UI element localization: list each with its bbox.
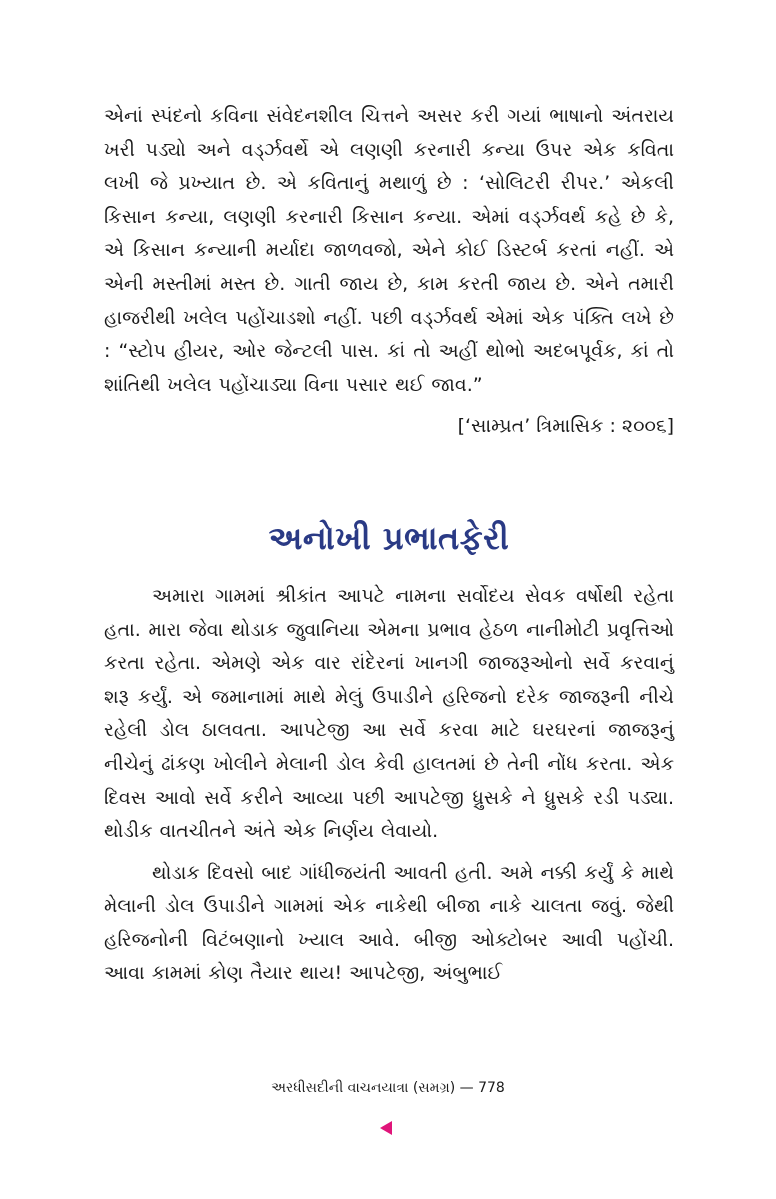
article-title: અનોખી પ્રભાતફેરી: [268, 518, 510, 557]
page-footer: અરધીસદીની વાચનયાત્રા (સમગ્ર) — 778: [271, 1080, 505, 1096]
article-paragraph: અમારા ગામમાં શ્રીકાંત આપટે નામના સર્વોદય સેવક વર્ષોથી રહેતા હતા. મારા જેવા થોડાક જુવાનિયા એમના પ્રભાવ હેઠળ નાનીમોટી પ્રવૃત્તિઓ કરતા રહેતા. એમણે એક વાર રાંદેરનાં ખાનગી જાજરૂઓનો સર્વે કરવાનું શરૂ કર્યું. એ જમાનામાં માથે મેલું ઉપાડીને હરિજનો દરેક જાજરૂની નીચે રહેલી ડોલ ઠાલવતા. આપટેજી આ સર્વે કરવા માટે ઘરઘરનાં જાજરૂનું નીચેનું ઢાંકણ ખોલીને મેલાની ડોલ કેવી હાલતમાં છે તેની નોંધ કરતા. એક દિવસ આવો સર્વે કરીને આવ્યા પછી આપટેજી ધ્રુસકે ને ધ્રુસકે રડી પડ્યા. થોડીક વાતચીતને અંતે એક નિર્ણય લેવાયો.: [104, 584, 674, 843]
article-paragraph: થોડાક દિવસો બાદ ગાંધીજયંતી આવતી હતી. અમે નક્કી કર્યું કે માથે મેલાની ડોલ ઉપાડીને ગામમાં એક નાકેથી બીજા નાકે ચાલતા જવું. જેથી હરિજનોની વિટંબણાનો ખ્યાલ આવે. બીજી ઓક્ટોબર આવી પહોંચી. આવા કામમાં કોણ તૈયાર થાય! આપટેજી, અંબુભાઈ: [104, 861, 674, 985]
article-source-citation: [‘સામ્પ્રત’ ત્રિમાસિક : ૨૦૦૬]: [457, 415, 674, 438]
triangle-left-icon[interactable]: [380, 1121, 392, 1135]
page-content: [104, 100, 674, 991]
article-continuation-paragraph: એનાં સ્પંદનો કવિના સંવેદનશીલ ચિત્તને અસર કરી ગયાં ભાષાનો અંતરાય ખરી પડ્યો અને વર્ડ્ઝવર્થે એ લણણી કરનારી કન્યા ઉપર એક કવિતા લખી જે પ્રખ્યાત છે. એ કવિતાનું મથાળું છે : ‘સોલિટરી રીપર.’ એકલી કિસાન કન્યા, લણણી કરનારી કિસાન કન્યા. એમાં વર્ડ્ઝવર્થ કહે છે કે, એ કિસાન કન્યાની મર્યાદા જાળવજો, એને કોઈ ડિસ્ટર્બ કરતાં નહીં. એ એની મસ્તીમાં મસ્ત છે. ગાતી જાય છે, કામ કરતી જાય છે. એને તમારી હાજરીથી ખલેલ પહોંચાડશો નહીં. પછી વર્ડ્ઝવર્થ એમાં એક પંક્તિ લખે છે : “સ્ટોપ હીયર, ઓર જેન્ટલી પાસ. કાં તો અહીં થોભો અદબપૂર્વક, કાં તો શાંતિથી ખલેલ પહોંચાડ્યા વિના પસાર થઈ જાવ.”: [104, 105, 674, 396]
